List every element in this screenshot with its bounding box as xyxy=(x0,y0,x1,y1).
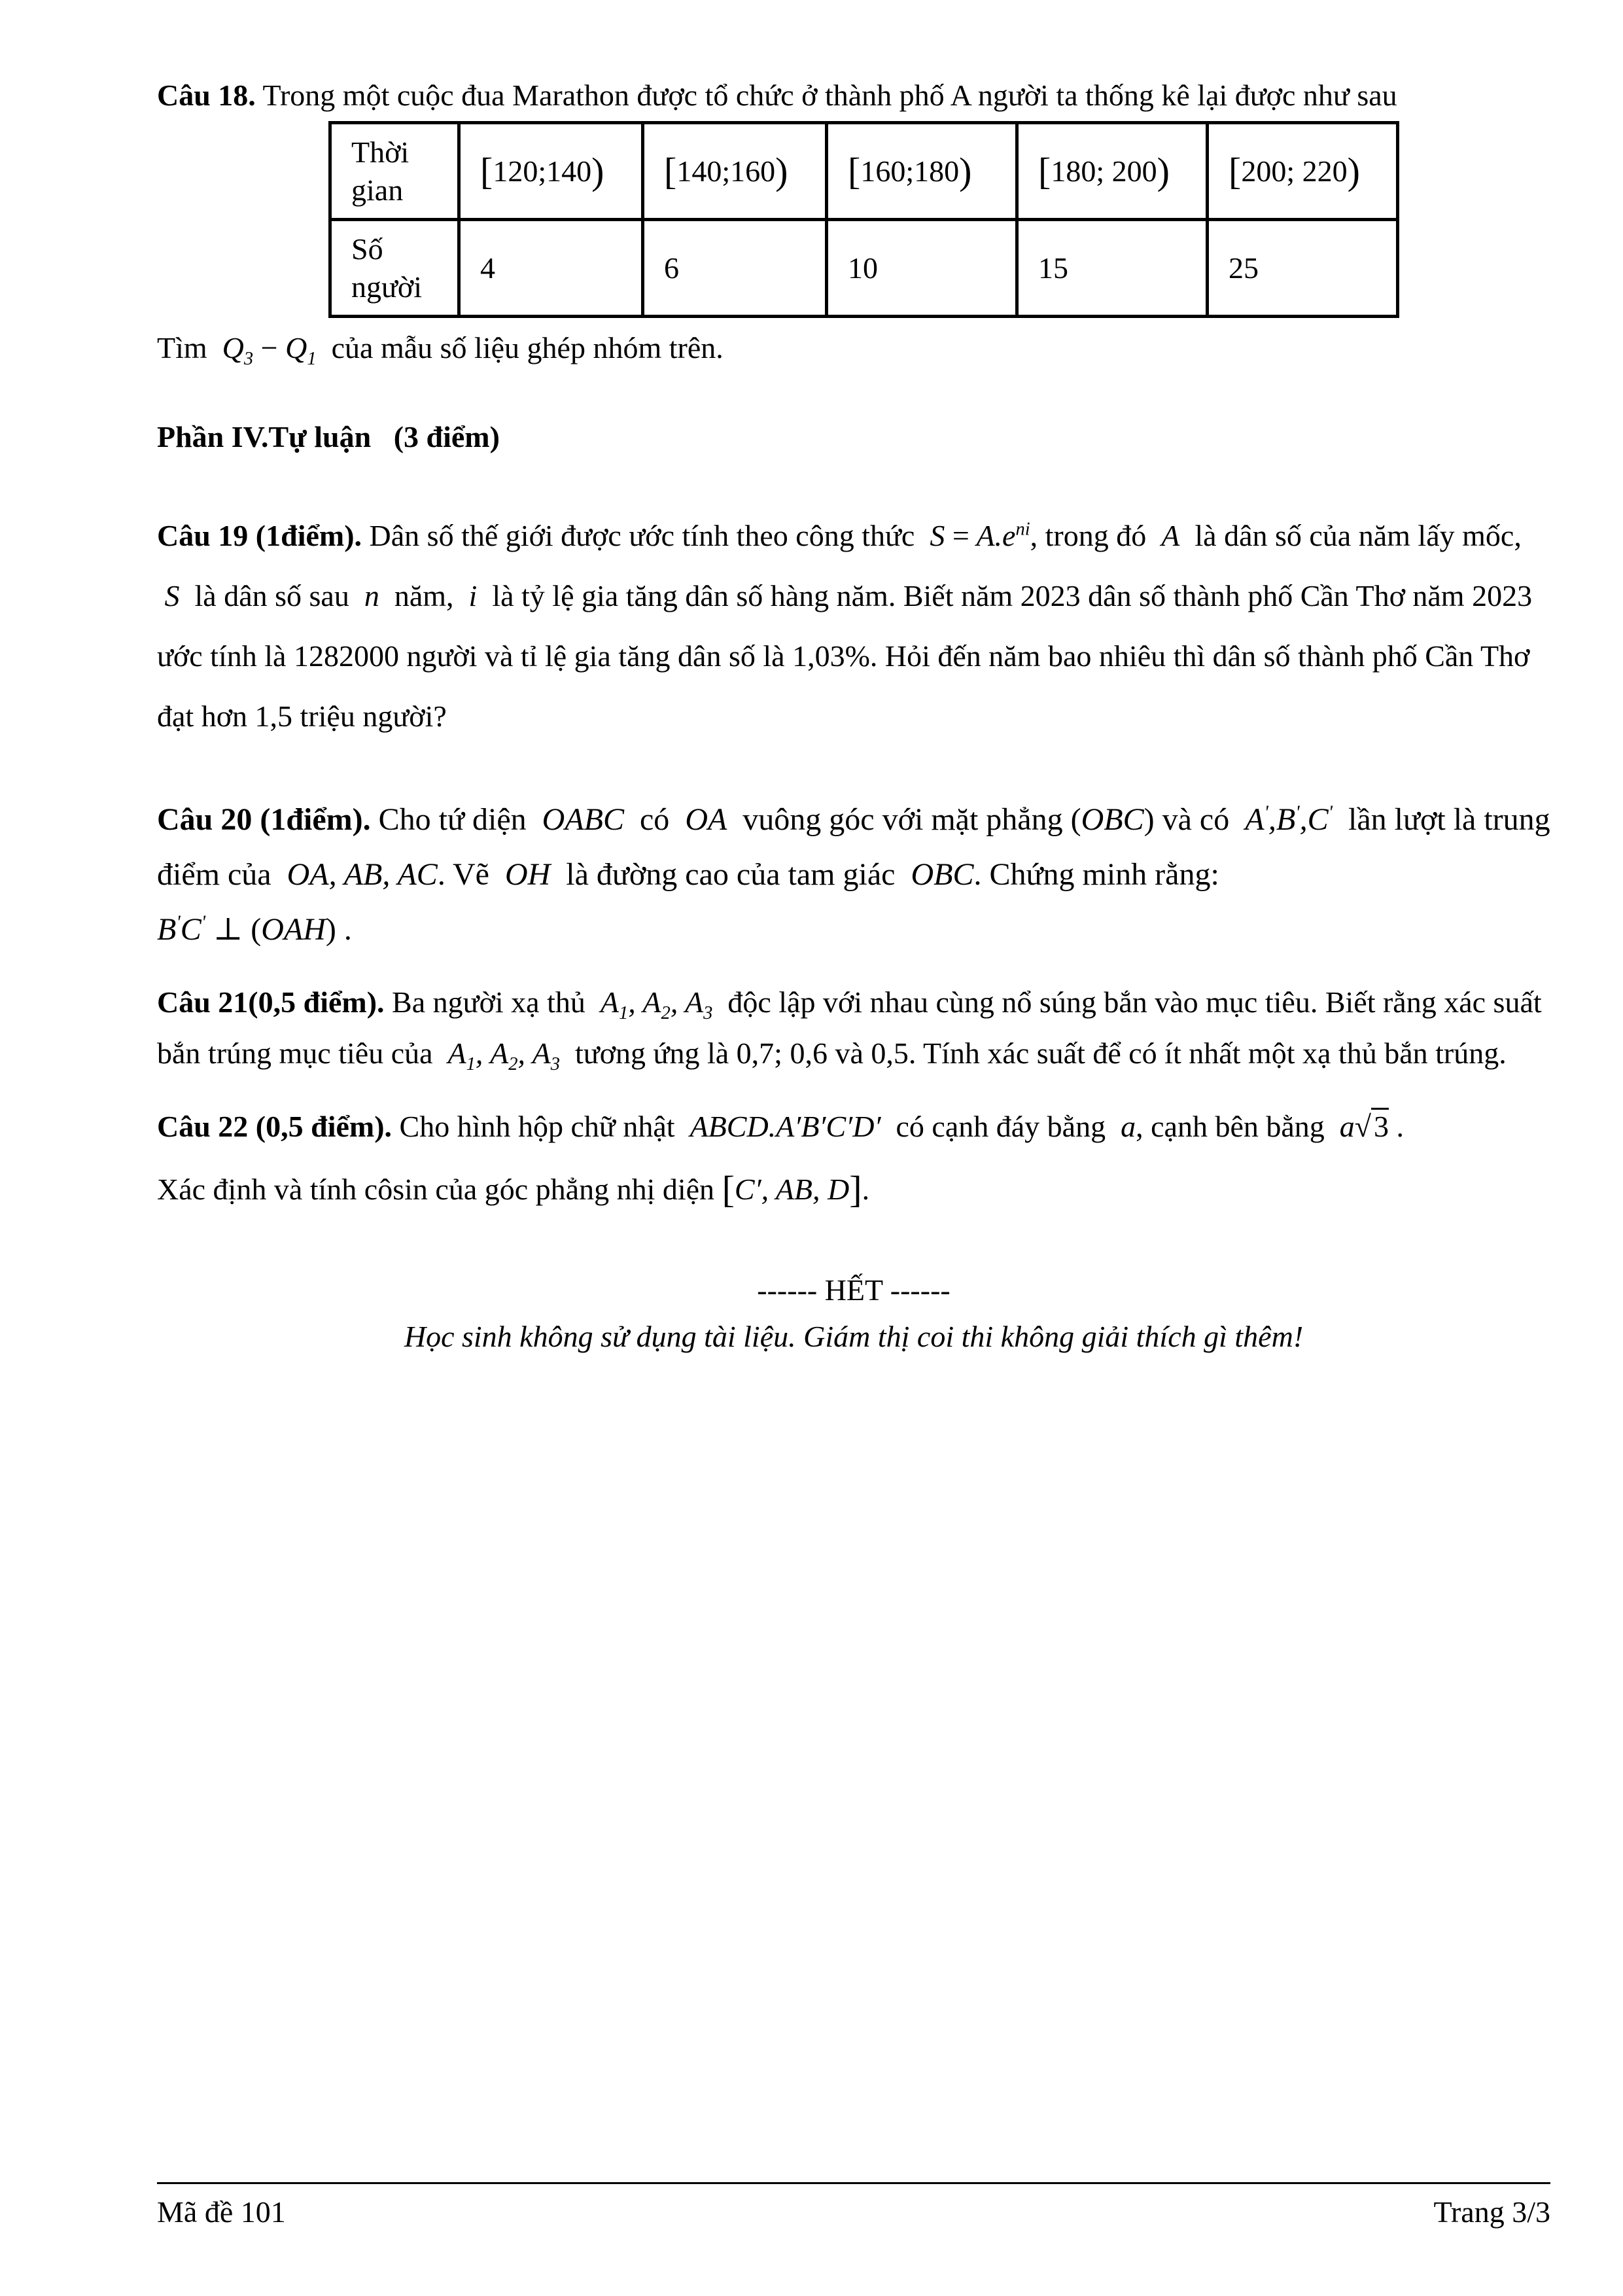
table-cell-count: 6 xyxy=(643,220,827,317)
frequency-table xyxy=(328,121,1399,318)
question-22: Câu 22 (0,5 điểm). Cho hình hộp chữ nhật ABCD.A′B′C′D′ có cạnh đáy bằng a, cạnh bên bằng a√3 . Xác định và tính côsin của góc phẳng nhị diện [C′, AB, D]. xyxy=(157,1099,1550,1224)
table-row-count xyxy=(330,220,1398,317)
q21-label: Câu 21(0,5 điểm). xyxy=(157,985,385,1019)
part-iv-heading: Phần IV.Tự luận (3 điểm) xyxy=(157,419,500,453)
end-note: Học sinh không sử dụng tài liệu. Giám thị coi thi không giải thích gì thêm! xyxy=(404,1319,1304,1353)
q18-text: Trong một cuộc đua Marathon được tổ chức ở thành phố A người ta thống kê lại được như sau xyxy=(262,79,1397,112)
exam-code: Mã đề 101 xyxy=(157,2195,286,2229)
q18-label: Câu 18. xyxy=(157,79,256,112)
formula-perpendicular: B'C' xyxy=(157,911,206,947)
question-18 xyxy=(157,72,1550,118)
q18-ask: Tìm $Q_3 - Q_1$ của mẫu số liệu ghép nhóm trên. xyxy=(157,331,724,370)
table-cell-interval: [160;180) xyxy=(827,123,1017,220)
q20-label: Câu 20 (1điểm). xyxy=(157,802,371,837)
q22-label: Câu 22 (0,5 điểm). xyxy=(157,1110,393,1144)
formula-q3-q1: $Q_3 - Q_1$ xyxy=(215,331,317,370)
table-header-time: Thời gian xyxy=(330,123,459,220)
page-footer xyxy=(157,2189,1550,2235)
end-marker: ------ HẾT ------ xyxy=(757,1273,951,1307)
table-cell-interval: [200; 220) xyxy=(1208,123,1398,220)
question-21: Câu 21(0,5 điểm). Ba người xạ thủ $A_1$, $A_2$, $A_3$ độc lập với nhau cùng nổ súng bắn vào mục tiêu. Biết rằng xác suất bắn trúng mục tiêu của $A_1$, $A_2$, $A_3$ tương ứng là 0,7; 0,6 và 0,5. Tính xác suất để có ít nhất một xạ thủ bắn trúng. xyxy=(157,985,1542,1075)
table-row-time xyxy=(330,123,1398,220)
q19-label: Câu 19 (1điểm). xyxy=(157,518,362,552)
table-cell-count: 4 xyxy=(459,220,643,317)
formula-population: $S = A.e^{ni}$ xyxy=(922,518,1030,552)
question-20: Câu 20 (1điểm). Cho tứ diện OABC có OA vuông góc với mặt phẳng (OBC) và có A',B',C' lần lượt là trung điểm của OA, AB, AC. Vẽ OH là đường cao của tam giác OBC. Chứng minh rằng: B'C' ⊥ (OAH) . xyxy=(157,801,1550,947)
table-cell-interval: [120;140) xyxy=(459,123,643,220)
table-header-count: Số người xyxy=(330,220,459,317)
table-cell-interval: [180; 200) xyxy=(1017,123,1208,220)
table-cell-interval: [140;160) xyxy=(643,123,827,220)
page-number: Trang 3/3 xyxy=(1433,2195,1550,2229)
table-cell-count: 15 xyxy=(1017,220,1208,317)
exam-page xyxy=(157,72,1550,1360)
table-cell-count: 25 xyxy=(1208,220,1398,317)
footer-divider xyxy=(157,2182,1550,2184)
sqrt-3: √3 xyxy=(1355,1099,1389,1154)
question-19: Câu 19 (1điểm). Dân số thế giới được ước tính theo công thức $S = A.e^{ni}$, trong đó A là dân số của năm lấy mốc, S là dân số sau n năm, i là tỷ lệ gia tăng dân số hàng năm. Biết năm 2023 dân số thành phố Cần Thơ năm 2023 ước tính là 1282000 người và tỉ lệ gia tăng dân số là 1,03%. Hỏi đến năm bao nhiêu thì dân số thành phố Cần Thơ đạt hơn 1,5 triệu người? xyxy=(157,518,1533,733)
table-cell-count: 10 xyxy=(827,220,1017,317)
